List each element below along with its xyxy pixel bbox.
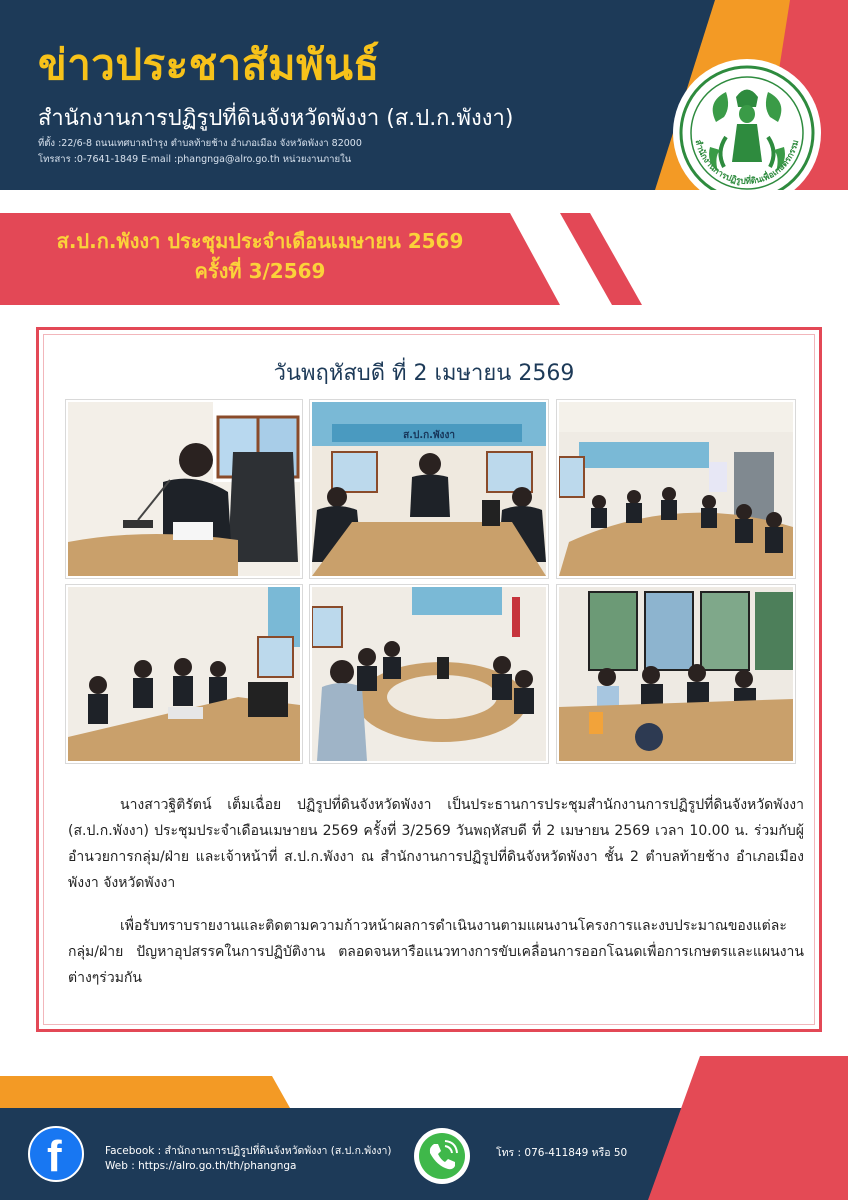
footer-orange-stripe [0,1076,290,1108]
svg-text:ส.ป.ก.พังงา: ส.ป.ก.พังงา [403,430,455,441]
alro-emblem-icon [676,62,818,204]
headline-line-1: ส.ป.ก.พังงา ประชุมประจำเดือนเมษายน 2569 [56,229,464,253]
body-paragraph-1: นางสาวฐิติรัตน์ เต็มเฉื่อย ปฏิรูปที่ดินจังหวัดพังงา เป็นประธานการประชุมสำนักงานการปฏิรูปที่ดินจังหวัดพังงา (ส.ป.ก.พังงา) ประชุมประจำเดือนเมษายน 2569 ครั้งที่ 3/2569 วันพฤหัสบดี ที่ 2 เมษายน 2569 เวลา 10.00 น. ร่วมกับผู้อำนวยการกลุ่ม/ฝ่าย และเจ้าหน้าที่ ส.ป.ก.พังงา ณ สำนักงานการปฏิรูปที่ดินจังหวัดพังงา ชั้น 2 ตำบลท้ายช้าง อำเภอเมืองพังงา จังหวัดพังงา [68,797,804,891]
phone-number: โทร : 076-411849 หรือ 50 [496,1147,628,1159]
meeting-photo-staff-side [66,585,302,763]
header-divider [0,190,848,204]
headline [0,226,520,286]
headline-line-2: ครั้งที่ 3/2569 [194,259,326,283]
page-title: ข่าวประชาสัมพันธ์ [38,40,380,89]
office-contact: โทรสาร :0-7641-1849 E-mail :phangnga@alro.go.th หน่วยงานภายใน [38,154,352,165]
meeting-photo-head-table [310,400,548,578]
office-address: ที่ตั้ง :22/6-8 ถนนเทศบาลบำรุง ตำบลท้ายช้าง อำเภอเมือง จังหวัดพังงา 82000 [38,138,362,149]
meeting-photo-wide-room [557,400,795,578]
meeting-photo-oval-table [310,585,548,763]
facebook-link[interactable]: Facebook : สำนักงานการปฏิรูปที่ดินจังหวัดพังงา (ส.ป.ก.พังงา) [105,1145,392,1157]
meeting-date: วันพฤหัสบดี ที่ 2 เมษายน 2569 [273,361,575,386]
phone-icon[interactable] [414,1128,470,1184]
office-name: สำนักงานการปฏิรูปที่ดินจังหวัดพังงา (ส.ป.ก.พังงา) [38,106,514,131]
meeting-photo-chairperson [66,400,302,578]
facebook-icon[interactable]: f [28,1126,84,1182]
logo-text: สำนักงานการปฏิรูปที่ดินเพื่อเกษตรกรรม [692,138,802,187]
headline-banner-accent [560,213,650,305]
meeting-photo-map-wall [557,585,795,763]
body-paragraph-2: เพื่อรับทราบรายงานและติดตามความก้าวหน้าผลการดำเนินงานตามแผนงานโครงการและงบประมาณของแต่ละกลุ่ม/ฝ่าย ปัญหาอุปสรรคในการปฏิบัติงาน ตลอดจนหารือแนวทางการขับเคลื่อนการออกโฉนดเพื่อการเกษตรและแผนงานต่างๆร่วมกัน [68,918,804,986]
website-link[interactable]: Web : https://alro.go.th/th/phangnga [105,1160,297,1172]
